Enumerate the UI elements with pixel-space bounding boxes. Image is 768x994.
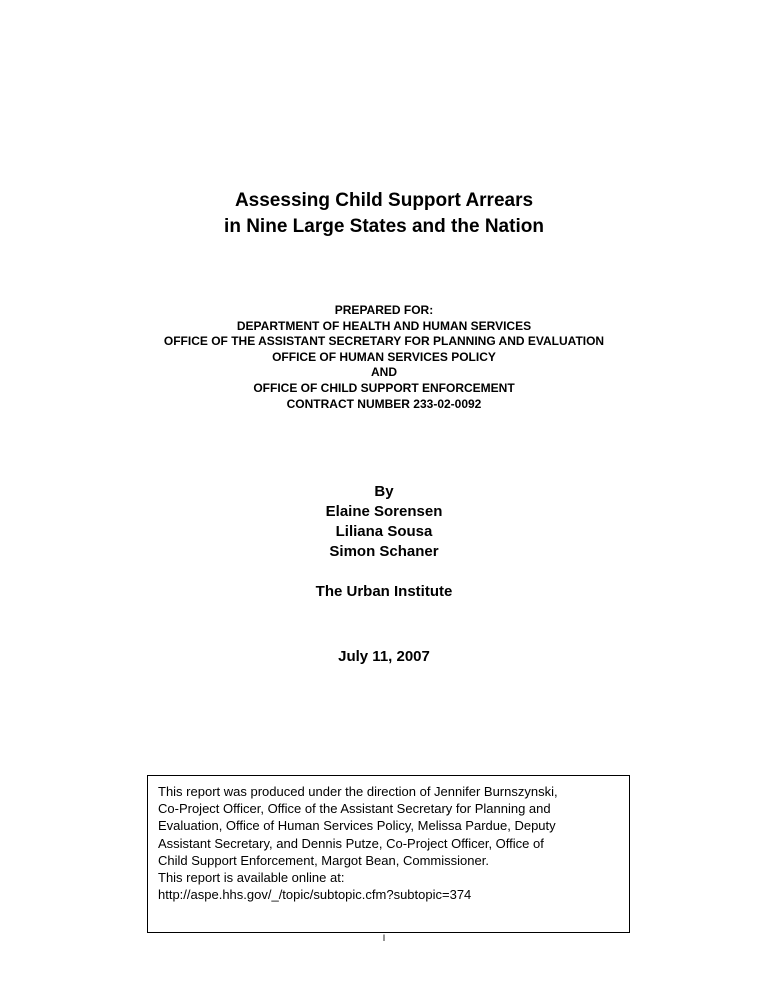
prepared-for-line: OFFICE OF THE ASSISTANT SECRETARY FOR PLANNING AND EVALUATION [163, 334, 605, 349]
report-title-line-2: in Nine Large States and the Nation [224, 216, 544, 237]
notice-url: http://aspe.hhs.gov/_/topic/subtopic.cfm?subtopic=374 [158, 887, 472, 903]
author-name: Elaine Sorensen [325, 503, 443, 520]
prepared-for-line: OFFICE OF HUMAN SERVICES POLICY [272, 349, 496, 364]
report-date: July 11, 2007 [338, 648, 430, 665]
notice-line: This report is available online at: [158, 870, 345, 886]
prepared-for-line: OFFICE OF CHILD SUPPORT ENFORCEMENT [253, 380, 515, 395]
report-title [0, 188, 768, 240]
notice-line: Evaluation, Office of Human Services Policy, Melissa Pardue, Deputy [158, 818, 556, 834]
report-title-line-1: Assessing Child Support Arrears [234, 190, 534, 211]
author-name: Simon Schaner [329, 543, 439, 560]
contract-number: CONTRACT NUMBER 233-02-0092 [286, 396, 482, 411]
institution: The Urban Institute [315, 583, 453, 600]
prepared-for-heading: PREPARED FOR: [334, 303, 434, 317]
notice-line: Child Support Enforcement, Margot Bean, Commissioner. [158, 852, 489, 868]
notice-line: Assistant Secretary, and Dennis Putze, Co-Project Officer, Office of [158, 835, 544, 851]
notice-line: This report was produced under the direction of Jennifer Burnszynski, [158, 784, 558, 799]
page-number: I [382, 933, 386, 943]
prepared-for-line: AND [371, 365, 397, 380]
prepared-for-block [0, 303, 768, 412]
by-label: By [374, 483, 394, 500]
notice-line: Co-Project Officer, Office of the Assistant Secretary for Planning and [158, 801, 551, 817]
authors-block [0, 482, 768, 562]
prepared-for-line: DEPARTMENT OF HEALTH AND HUMAN SERVICES [236, 318, 532, 333]
notice-box [147, 775, 630, 933]
author-name: Liliana Sousa [335, 523, 433, 540]
